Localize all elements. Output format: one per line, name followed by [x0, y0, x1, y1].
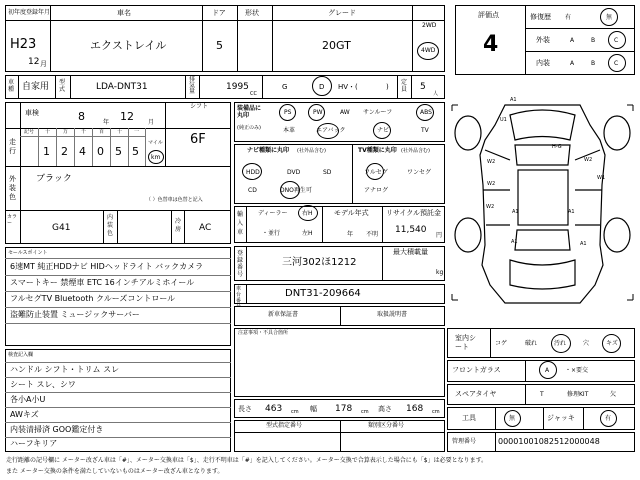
- type-number-label: 型式指定番号: [266, 422, 303, 429]
- navi-title: ナビ種類に丸印: [247, 147, 290, 154]
- reg-year-label: 初年度登録年月: [8, 9, 51, 16]
- interior-seat-label: 室内シート: [455, 334, 476, 351]
- footer-line-1: 走行距離の記号欄に メーター改ざん車は「#」、メーター交換車は「$」、走行不明車は「#」を記入してください。メーター交換で合算表示した場合にも「$」は必要となります。: [6, 457, 488, 464]
- tools-circle: [504, 410, 521, 427]
- color-code-value: G41: [52, 223, 71, 233]
- shape-label: 形状: [245, 9, 259, 17]
- capacity-value: 5: [420, 82, 426, 92]
- spare-none: 欠: [610, 391, 617, 398]
- car-diagram-icon: [450, 85, 635, 317]
- km-label: km: [151, 154, 161, 161]
- new-car-warranty: 新車保証書: [268, 311, 299, 318]
- navi-cd: CD: [248, 187, 257, 194]
- fuel-g: G: [282, 83, 288, 91]
- diagram-label: A1: [512, 209, 519, 215]
- navi-hdd: HDD: [246, 169, 260, 176]
- pw-circle: [308, 104, 325, 121]
- plate-label: 登録番号: [237, 250, 244, 278]
- exterior-c-circle: [608, 31, 626, 49]
- km-circle: [148, 150, 164, 164]
- notes-label: 注意事項・不具合箇所: [238, 330, 289, 336]
- grade-c: C: [614, 37, 619, 44]
- jack-circle: [600, 410, 617, 427]
- fullseg-circle: [366, 163, 384, 180]
- windshield-a-circle: [539, 361, 557, 379]
- car-name: エクストレイル: [90, 39, 167, 52]
- model-year-label: モデル年式: [334, 209, 369, 217]
- reg-era: H23: [10, 37, 37, 52]
- width-value: 178: [335, 404, 353, 414]
- equipment-ps: PS: [284, 109, 292, 116]
- tools-value: 無: [509, 415, 516, 422]
- exterior-color: ブラック: [36, 174, 72, 184]
- fuel-hv: HV・(: [338, 83, 358, 91]
- recycle-label: リサイクル預託金: [386, 209, 442, 217]
- model-label: 型式: [59, 79, 66, 93]
- plate-value: 三河302ほ1212: [282, 257, 357, 268]
- repair-label: 修復歴: [530, 13, 551, 21]
- footer-line-2: また メーター交換の条件を満たしていないものはメーター改ざん車となります。: [6, 468, 224, 475]
- equipment-tv: TV: [421, 127, 429, 134]
- width-unit: cm: [361, 409, 369, 415]
- mile-label: マイル: [148, 140, 163, 146]
- equipment-box: [234, 102, 445, 142]
- seat-scratch: キズ: [606, 340, 618, 347]
- mileage-digit: 1: [43, 145, 50, 158]
- car-name-label: 車名: [117, 9, 131, 17]
- doors-value: 5: [216, 39, 223, 52]
- fuel-d-circle: [312, 76, 332, 96]
- sales-point-line: スマートキー 禁煙車 ETC 16インチアルミホイール: [10, 278, 195, 287]
- capacity-label: 定員: [401, 79, 408, 93]
- drive-4wd-circle: [417, 42, 439, 60]
- inspector-note-line: ハンドル シフト・トリム スレ: [10, 365, 120, 374]
- grade-a: A: [570, 60, 575, 67]
- grade-b: B: [591, 60, 596, 67]
- equipment-navi: ナビ: [377, 127, 390, 134]
- inspection-month: 12: [120, 110, 134, 123]
- seat-hole: 穴: [583, 340, 590, 347]
- grade-b: B: [591, 37, 596, 44]
- displacement-label: 排気量: [189, 76, 196, 95]
- jack-value: 有: [605, 415, 612, 422]
- equipment-leather: 本革: [283, 127, 296, 134]
- ps-circle: [279, 104, 296, 121]
- equipment-aw: AW: [340, 109, 350, 116]
- navi-note: (社外品含む): [297, 148, 326, 154]
- import-dealer: ディーラー: [258, 210, 288, 217]
- row-vehicle-info: [5, 75, 445, 99]
- mileage-digit: 4: [79, 145, 86, 158]
- drive-2wd: 2WD: [422, 22, 437, 29]
- diagram-label: A1: [580, 241, 587, 247]
- class-number-label: 類別区分番号: [368, 422, 405, 429]
- mileage-digit: 0: [97, 145, 104, 158]
- exterior-note: （ ）色替車は色替と記入: [146, 197, 203, 203]
- inspector-note-line: ハーフキリア: [10, 439, 58, 448]
- sales-point-line: 6速MT 純正HDDナビ HIDヘッドライト バックカメラ: [10, 262, 204, 271]
- sales-points-label: セールスポイント: [8, 250, 48, 256]
- mileage-place-10: 十: [117, 129, 123, 135]
- cc-unit: CC: [250, 91, 257, 97]
- navi-sd: SD: [323, 169, 332, 176]
- length-unit: cm: [291, 409, 299, 415]
- mileage-place-100k: 十: [45, 129, 51, 135]
- mileage-place-100: 百: [99, 129, 105, 135]
- ac-value: AC: [199, 223, 212, 233]
- mileage-digit: 2: [61, 145, 68, 158]
- model-year-prefix: 年: [347, 231, 354, 238]
- navi-dvd: DVD: [287, 169, 301, 176]
- ac-label: 冷房: [175, 218, 182, 233]
- grade-a: A: [570, 37, 575, 44]
- equipment-abs: ABS: [420, 109, 432, 116]
- manual-label: 取扱説明書: [377, 311, 408, 318]
- fuel-d: D: [319, 83, 325, 91]
- length-value: 463: [265, 404, 283, 414]
- displacement-value: 1995: [226, 82, 249, 92]
- mileage-place-1: 一: [134, 129, 140, 135]
- load-unit: kg: [436, 269, 444, 276]
- windshield-label: フロントガラス: [452, 366, 501, 374]
- jack-label: ジャッキ: [547, 414, 575, 422]
- tv-fullseg: フルセグ: [364, 169, 388, 176]
- rh-circle: [298, 205, 318, 221]
- spare-label: スペアタイヤ: [455, 390, 497, 398]
- grade-label: グレード: [328, 9, 356, 17]
- chassis-value: DNT31-209664: [285, 288, 361, 299]
- mileage-place-1k: 千: [81, 129, 87, 135]
- model-year-value: 不明: [366, 231, 379, 238]
- mileage-digit: 5: [132, 145, 139, 158]
- interior-grade-label: 内装: [536, 59, 550, 67]
- shift-value: 6F: [190, 132, 206, 147]
- color-code-label: カラー: [7, 214, 18, 226]
- import-parallel: ・並行: [262, 230, 281, 237]
- mileage-place-10k: 万: [63, 129, 69, 135]
- height-unit: cm: [432, 409, 440, 415]
- sales-point-line: フルセグTV Bluetooth クルーズコントロール: [10, 294, 176, 303]
- equipment-airbag: エアバック: [316, 127, 346, 134]
- abs-circle: [416, 104, 434, 121]
- fuel-close: ): [386, 83, 389, 91]
- height-value: 168: [406, 404, 424, 414]
- model-value: LDA-DNT31: [96, 82, 148, 92]
- diagram-label: A1: [568, 209, 575, 215]
- width-label: 幅: [310, 405, 317, 413]
- import-lh: 左H: [302, 230, 313, 237]
- management-label: 管理番号: [452, 438, 477, 445]
- dno-circle: [280, 181, 300, 199]
- navi-circle: [373, 122, 391, 139]
- tv-oneseg: ワンセグ: [407, 169, 432, 176]
- vehicle-type-label: 車種: [8, 79, 15, 93]
- vehicle-type: 自家用: [22, 82, 50, 92]
- inspection-year: 8: [78, 110, 85, 123]
- height-label: 高さ: [378, 405, 392, 413]
- inspector-notes-label: 検査記入欄: [8, 352, 34, 358]
- doors-label: ドア: [212, 9, 226, 17]
- equipment-sunroof: サンルーフ: [363, 109, 393, 116]
- recycle-unit: 円: [436, 232, 443, 239]
- diagram-label: A1: [511, 239, 518, 245]
- spare-t: T: [540, 391, 544, 398]
- equipment-title: 装備品に丸印: [237, 105, 262, 119]
- tools-label: 工具: [462, 414, 476, 422]
- inspector-note-line: シート スレ、シワ: [10, 380, 76, 389]
- repair-yes: 有: [565, 14, 572, 21]
- spare-kit: 修理KIT: [567, 391, 589, 398]
- mileage-label: 走行: [9, 138, 16, 155]
- seat-burn: コゲ: [495, 340, 508, 347]
- mileage-place-symbol: 記号: [24, 129, 35, 135]
- inspector-note-line: AWキズ: [10, 410, 39, 419]
- tv-title: TV種類に丸印: [358, 147, 397, 154]
- seat-stain-circle: [551, 334, 571, 353]
- equipment-pw: PW: [313, 109, 323, 116]
- chassis-label: 車台番: [236, 286, 242, 304]
- score-value: 4: [483, 32, 499, 57]
- shift-label: シフト: [190, 103, 209, 110]
- equipment-subtitle: (純正のみ): [237, 125, 261, 131]
- diagram-label: A1: [510, 97, 517, 103]
- score-label: 評価点: [478, 11, 499, 19]
- import-rh: 右H: [302, 210, 313, 217]
- windshield-replace: ・×要交: [565, 367, 589, 374]
- navi-dno: DNO再生可: [280, 187, 312, 194]
- airbag-circle: [317, 123, 339, 139]
- windshield-a: A: [545, 367, 550, 374]
- seat-stain: 汚れ: [554, 340, 567, 347]
- tv-analog: アナログ: [364, 187, 389, 194]
- capacity-unit: 人: [433, 91, 439, 97]
- length-label: 長さ: [238, 405, 252, 413]
- diagram-label: H-G: [552, 144, 562, 150]
- inspection-year-unit: 年: [103, 119, 110, 126]
- management-value: 0000100108251200004​8: [498, 437, 600, 446]
- diagram-label: W2: [584, 157, 593, 163]
- inspector-note-line: 各小A小U: [10, 395, 46, 404]
- seat-scratch-circle: [602, 334, 621, 353]
- import-label: 輸入車: [237, 211, 244, 236]
- sales-point-line: 盗難防止装置 ミュージックサーバー: [10, 310, 140, 319]
- interior-c-circle: [608, 54, 626, 72]
- grade-c: C: [614, 60, 619, 67]
- month-unit: 月: [40, 60, 47, 68]
- inspector-note-line: 内装清掃済 GOO鑑定付き: [10, 425, 104, 434]
- diagram-label: U1: [500, 117, 507, 123]
- load-label: 最大積載量: [393, 248, 428, 256]
- exterior-label: 外装色: [9, 175, 16, 201]
- diagram-label: W2: [487, 159, 496, 165]
- diagram-label: W2: [486, 204, 495, 210]
- inspection-month-unit: 月: [148, 119, 155, 126]
- seat-tear: 破れ: [525, 340, 538, 347]
- diagram-label: W1: [597, 175, 606, 181]
- hdd-circle: [242, 163, 262, 180]
- reg-month: 12: [28, 57, 40, 67]
- interior-color-label: 内装色: [107, 214, 114, 237]
- repair-no: 無: [606, 14, 613, 21]
- exterior-grade-label: 外装: [536, 36, 550, 44]
- recycle-value: 11,540: [395, 225, 427, 235]
- tv-note: (社外品含む): [401, 148, 430, 154]
- notes-box: [234, 328, 445, 397]
- drive-4wd: 4WD: [421, 47, 436, 54]
- repair-no-circle: [600, 8, 618, 26]
- mileage-digit: 5: [115, 145, 122, 158]
- inspection-label: 車検: [25, 109, 39, 117]
- left-middle-block: [5, 102, 231, 244]
- grade-value: 20GT: [322, 39, 351, 52]
- diagram-label: W2: [487, 181, 496, 187]
